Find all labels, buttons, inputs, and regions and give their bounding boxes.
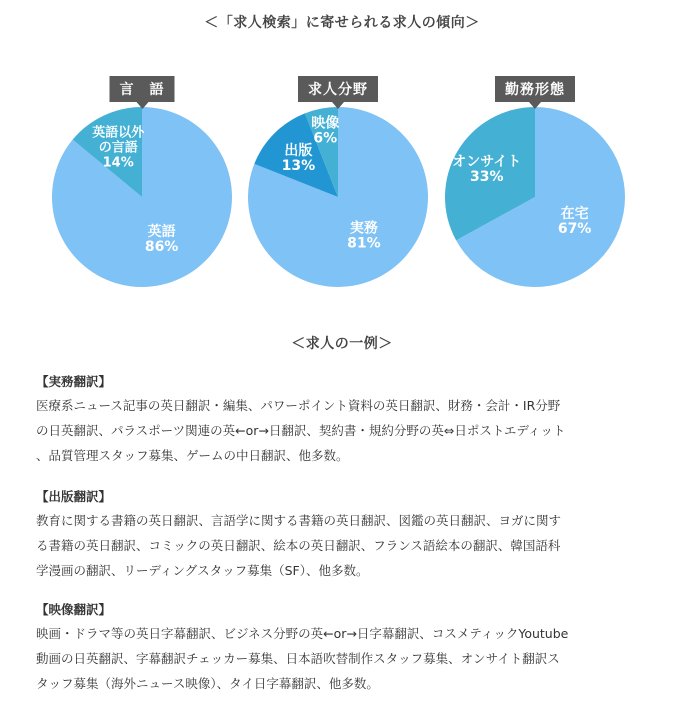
slice-label-line: 33% [470,169,504,185]
examples-section-title: ＜求人の一例＞ [291,336,393,352]
example-block-business [36,372,646,468]
slice-label-line: の言語 [98,140,138,156]
pie-chart-work-style [435,72,635,302]
slice-label-line: オンサイト [452,154,522,170]
slice-label-line: 13% [281,157,316,174]
example-block-publishing [36,487,646,583]
example-heading: 【実務翻訳】 [36,374,112,389]
example-line: 医療系ニュース記事の英日翻訳・編集、パワーポイント資料の英日翻訳、財務・会計・IR分野 [36,398,561,413]
slice-label-line: 英語以外 [92,125,145,141]
example-block-video [36,600,646,696]
example-body [36,508,646,583]
example-line: 映画・ドラマ等の英日字幕翻訳、ビジネス分野の英←or→日字幕翻訳、コスメティックYoutube [36,626,569,641]
charts-section-title: ＜「求人検索」に寄せられる求人の傾向＞ [204,15,480,31]
slice-label-line: 映像 [311,115,340,132]
example-body [36,393,646,468]
example-line: タッフ募集（海外ニュース映像）、タイ日字幕翻訳、他多数。 [36,676,379,691]
slice-label-line: 14% [102,155,134,171]
slice-label-line: 英語 [147,224,176,241]
slice-label-line: 出版 [284,142,313,159]
slice-label-language-0 [145,223,179,255]
pie-chart-language [42,72,242,302]
chart-title-work-style: 勤務形態 [495,76,575,102]
slice-label-field-1 [282,142,316,174]
slice-label-line: 86% [144,239,179,256]
example-line: 、品質管理スタッフ募集、ゲームの中日翻訳、他多数。 [36,448,349,463]
slice-label-line: 6% [313,130,338,147]
example-line: 動画の日英翻訳、字幕翻訳チェッカー募集、日本語吹替制作スタッフ募集、オンサイト翻訳ス [36,651,560,666]
example-heading: 【映像翻訳】 [36,602,112,617]
example-body [36,621,646,696]
slice-label-line: 実務 [349,220,378,237]
slice-label-field-2 [311,115,339,147]
example-line: る書籍の英日翻訳、コミックの英日翻訳、絵本の英日翻訳、フランス語絵本の翻訳、韓国語科 [36,538,561,553]
example-heading: 【出版翻訳】 [36,489,112,504]
example-line: 教育に関する書籍の英日翻訳、言語学に関する書籍の英日翻訳、図鑑の英日翻訳、ヨガに関す [36,513,562,528]
slice-label-line: 81% [347,235,381,252]
example-line: 学漫画の翻訳、リーディングスタッフ募集（SF）、他多数。 [36,563,369,578]
slice-label-work-style-0 [558,205,592,237]
example-line: の日英翻訳、パラスポーツ関連の英←or→日翻訳、契約書・規約分野の英⇔日ポストエディット [36,423,566,438]
chart-title-language: 言 語 [110,76,175,102]
slice-label-field-0 [347,220,381,252]
slice-label-line: 67% [557,220,592,237]
pie-chart-field [238,72,438,302]
chart-title-field: 求人分野 [298,76,378,102]
slice-label-line: 在宅 [560,205,589,222]
